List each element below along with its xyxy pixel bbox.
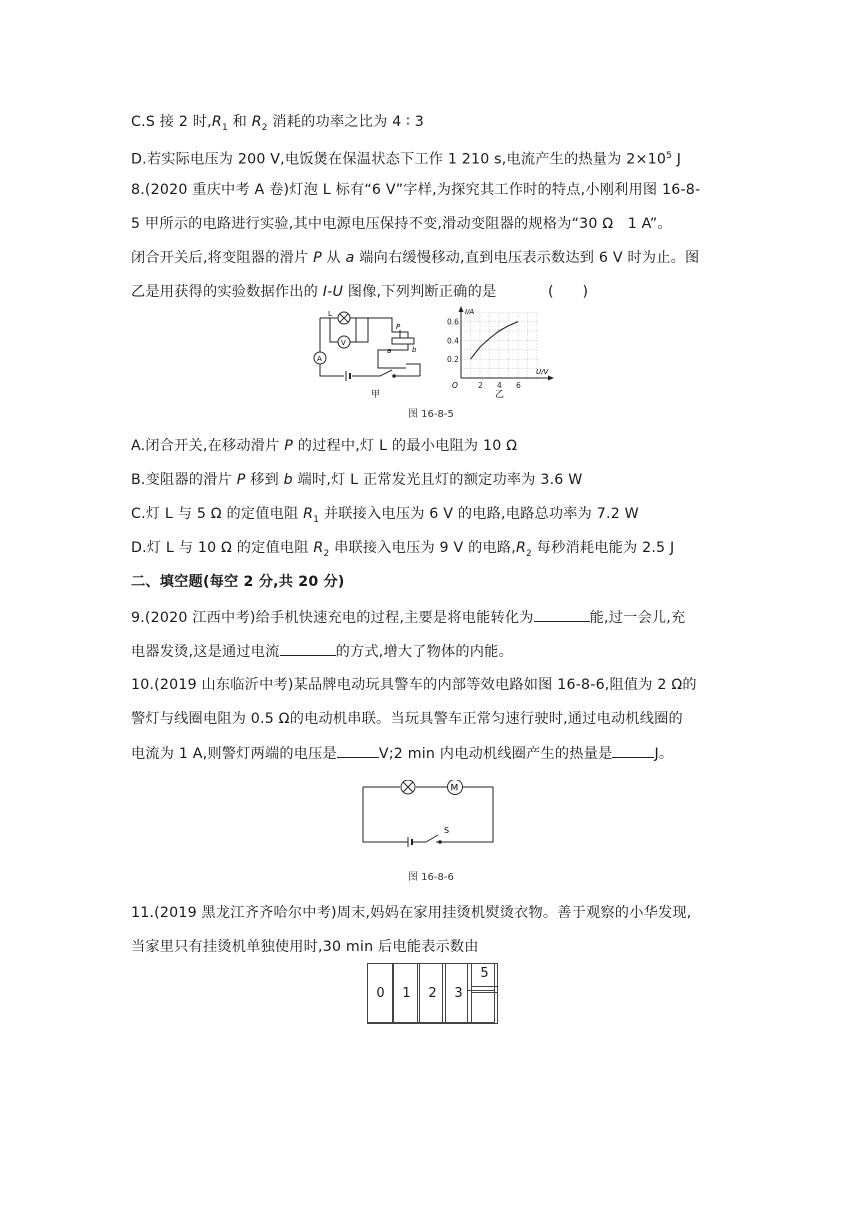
q8-option-a: A.闭合开关,在移动滑片 P 的过程中,灯 L 的最小电阻为 10 Ω [131,438,518,454]
blank-q10-2[interactable] [612,743,654,758]
meter-digit-4: 3 [446,964,472,1024]
y-axis-arrow [459,306,464,312]
meter-digit-2: 1 [394,964,420,1024]
y-axis-label: I/A [465,308,475,316]
blank-q9-2[interactable] [280,641,336,656]
q8-line-2: 5 甲所示的电路进行实验,其中电源电压保持不变,滑动变阻器的规格为“30 Ω 1 A”。 [131,216,672,232]
x-axis-arrow [548,376,554,381]
q11-line-2: 当家里只有挂烫机单独使用时,30 min 后电能表示数由 [131,939,479,955]
figure-16-8-5 [308,306,558,404]
q10-line-2: 警灯与线圈电阻为 0.5 Ω的电动机串联。当玩具警车正常匀速行驶时,通过电动机线圈的 [131,711,683,727]
label-a: a [387,347,392,355]
y-tick-label: 0.2 [447,355,459,365]
q8-line-4: 乙是用获得的实验数据作出的 I-U 图像,下列判断正确的是 [131,284,497,300]
q8-answer-bracket: ( ) [548,284,589,300]
switch-label: S [444,826,450,835]
x-axis-label: U/V [536,368,549,376]
blank-q10-1[interactable] [337,743,379,758]
label-V: V [341,339,346,347]
meter-digit-3: 2 [420,964,446,1024]
y-tick-label: 0.6 [447,317,459,327]
q8-line-1: 8.(2020 重庆中考 A 卷)灯泡 L 标有“6 V”字样,为探究其工作时的特点,小刚利用图 16-8- [131,182,701,198]
label-b: b [412,346,417,354]
label-L: L [328,310,332,318]
q8-option-b: B.变阻器的滑片 P 移到 b 端时,灯 L 正常发光且灯的额定功率为 3.6 W [131,472,583,488]
origin-label: O [452,381,458,390]
switch-icon [380,370,392,376]
figure-16-8-6-caption: 图 16-8-6 [408,872,454,883]
q10-line-3: 电流为 1 A,则警灯两端的电压是 V;2 min 内电动机线圈产生的热量是 J。 [131,743,673,764]
label-P: P [396,323,401,331]
label-jia: 甲 [371,390,381,400]
circuit-jia [314,312,420,381]
q9-line-1: 9.(2020 江西中考)给手机快速充电的过程,主要是将电能转化为 能,过一会儿,充 [131,607,685,628]
q10-line-1: 10.(2019 山东临沂中考)某品牌电动玩具警车的内部等效电路如图 16-8-6,阻值为 2 Ω的 [131,677,697,693]
q8-line-3: 闭合开关后,将变阻器的滑片 P 从 a 端向右缓慢移动,直到电压表示数达到 6 V 时为止。图 [131,250,700,266]
label-A: A [317,355,322,363]
y-tick-label: 0.4 [447,336,459,346]
rheostat-icon [392,338,414,344]
motor-label: M [450,783,459,794]
meter-outline [367,963,495,1023]
label-yi: 乙 [495,390,505,400]
x-tick-label: 6 [516,381,521,390]
q11-line-1: 11.(2019 黑龙江齐齐哈尔中考)周末,妈妈在家用挂烫机熨烫衣物。善于观察的小华发现, [131,905,692,921]
q8-option-d: D.灯 L 与 10 Ω 的定值电阻 $R_2$ 串联接入电压为 9 V 的电路$,R_2$ 每秒消耗电能为 2.5 J [131,540,675,559]
figure-16-8-5-caption: 图 16-8-5 [408,409,454,420]
meter-digit-1: 0 [368,964,394,1024]
section-heading: 二、填空题(每空 2 分,共 20 分) [131,574,345,590]
blank-q9-1[interactable] [534,607,590,622]
x-tick-label: 2 [478,381,483,390]
q9-line-2: 电器发烫,这是通过电流 的方式,增大了物体的内能。 [131,641,513,662]
option-d-heat: D.若实际电压为 200 V,电饭煲在保温状态下工作 1 210 s,电流产生的热量为 $2\times 10^5$ J [131,151,682,168]
x-tick-label: 4 [497,381,502,390]
figure-16-8-6 [360,780,500,848]
meter-decimal-digit: 5 [472,964,498,993]
switch-icon [426,835,438,842]
graph-yi [447,306,554,400]
option-c-s2: C.S 接 2 时$,R_1$ 和 $R_2$ 消耗的功率之比为 4 ∶ 3 [131,114,424,133]
q8-option-c: C.灯 L 与 5 Ω 的定值电阻 $R_1$ 并联接入电压为 6 V 的电路,电路总功率为 7.2 W [131,506,639,525]
